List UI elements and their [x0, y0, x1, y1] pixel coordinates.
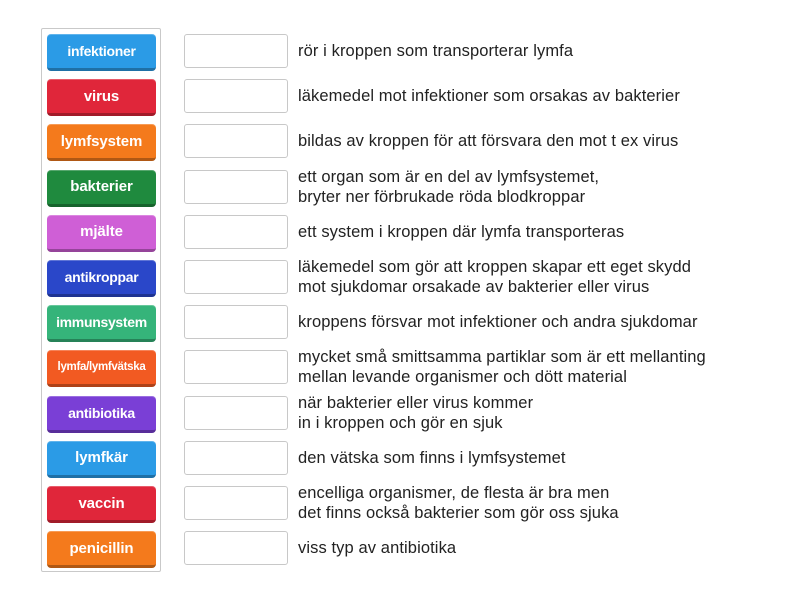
- description-line: ett system i kroppen där lymfa transporteras: [298, 222, 625, 241]
- description-text: [298, 483, 778, 523]
- word-tile[interactable]: lymfsystem: [47, 124, 156, 161]
- description-line: läkemedel som gör att kroppen skapar ett eget skydd: [298, 258, 692, 276]
- description-line: encelliga organismer, de flesta är bra men: [298, 484, 610, 502]
- description-line: viss typ av antibiotika: [298, 539, 457, 558]
- description-line: bryter ner förbrukade röda blodkroppar: [298, 187, 586, 206]
- description-text: [298, 312, 778, 332]
- word-tile[interactable]: immunsystem: [47, 305, 156, 342]
- description-line: kroppens försvar mot infektioner och andra sjukdomar: [298, 313, 698, 332]
- description-text: [298, 393, 778, 433]
- description-line: bildas av kroppen för att försvara den mot t ex virus: [298, 132, 679, 151]
- answer-drop-box[interactable]: [184, 531, 288, 565]
- description-line: det finns också bakterier som gör oss sjuka: [298, 504, 619, 522]
- description-text: [298, 86, 778, 106]
- answer-drop-box[interactable]: [184, 396, 288, 430]
- answer-drop-box[interactable]: [184, 215, 288, 249]
- description-line: mellan levande organismer och dött material: [298, 368, 627, 387]
- description-line: ett organ som är en del av lymfsystemet,: [298, 167, 600, 186]
- word-tile[interactable]: virus: [47, 79, 156, 116]
- word-tile[interactable]: vaccin: [47, 486, 156, 523]
- word-tile[interactable]: lymfkär: [47, 441, 156, 478]
- word-tile[interactable]: penicillin: [47, 531, 156, 568]
- description-line: när bakterier eller virus kommer: [298, 393, 534, 412]
- description-line: rör i kroppen som transporterar lymfa: [298, 42, 574, 60]
- description-text: [298, 41, 778, 61]
- word-tile[interactable]: bakterier: [47, 170, 156, 207]
- answer-drop-box[interactable]: [184, 486, 288, 520]
- answer-drop-box[interactable]: [184, 34, 288, 68]
- answer-drop-box[interactable]: [184, 305, 288, 339]
- description-text: [298, 222, 778, 242]
- description-text: [298, 347, 778, 387]
- description-line: läkemedel mot infektioner som orsakas av bakterier: [298, 87, 680, 106]
- answer-drop-box[interactable]: [184, 441, 288, 475]
- answer-drop-box[interactable]: [184, 124, 288, 158]
- word-tile[interactable]: infektioner: [47, 34, 156, 71]
- description-line: den vätska som finns i lymfsystemet: [298, 448, 566, 467]
- word-bank: [41, 28, 161, 572]
- description-text: [298, 131, 778, 151]
- word-tile[interactable]: antibiotika: [47, 396, 156, 433]
- answer-drop-box[interactable]: [184, 79, 288, 113]
- description-line: in i kroppen och gör en sjuk: [298, 413, 503, 432]
- answer-drop-box[interactable]: [184, 170, 288, 204]
- description-text: [298, 167, 778, 207]
- word-tile[interactable]: lymfa/lymfvätska: [47, 350, 156, 387]
- answer-drop-box[interactable]: [184, 260, 288, 294]
- word-tile[interactable]: mjälte: [47, 215, 156, 252]
- description-text: [298, 538, 778, 558]
- description-line: mot sjukdomar orsakade av bakterier eller virus: [298, 278, 650, 296]
- description-line: mycket små smittsamma partiklar som är ett mellanting: [298, 348, 706, 367]
- answer-drop-box[interactable]: [184, 350, 288, 384]
- word-tile[interactable]: antikroppar: [47, 260, 156, 297]
- description-text: [298, 448, 778, 468]
- description-text: [298, 257, 778, 297]
